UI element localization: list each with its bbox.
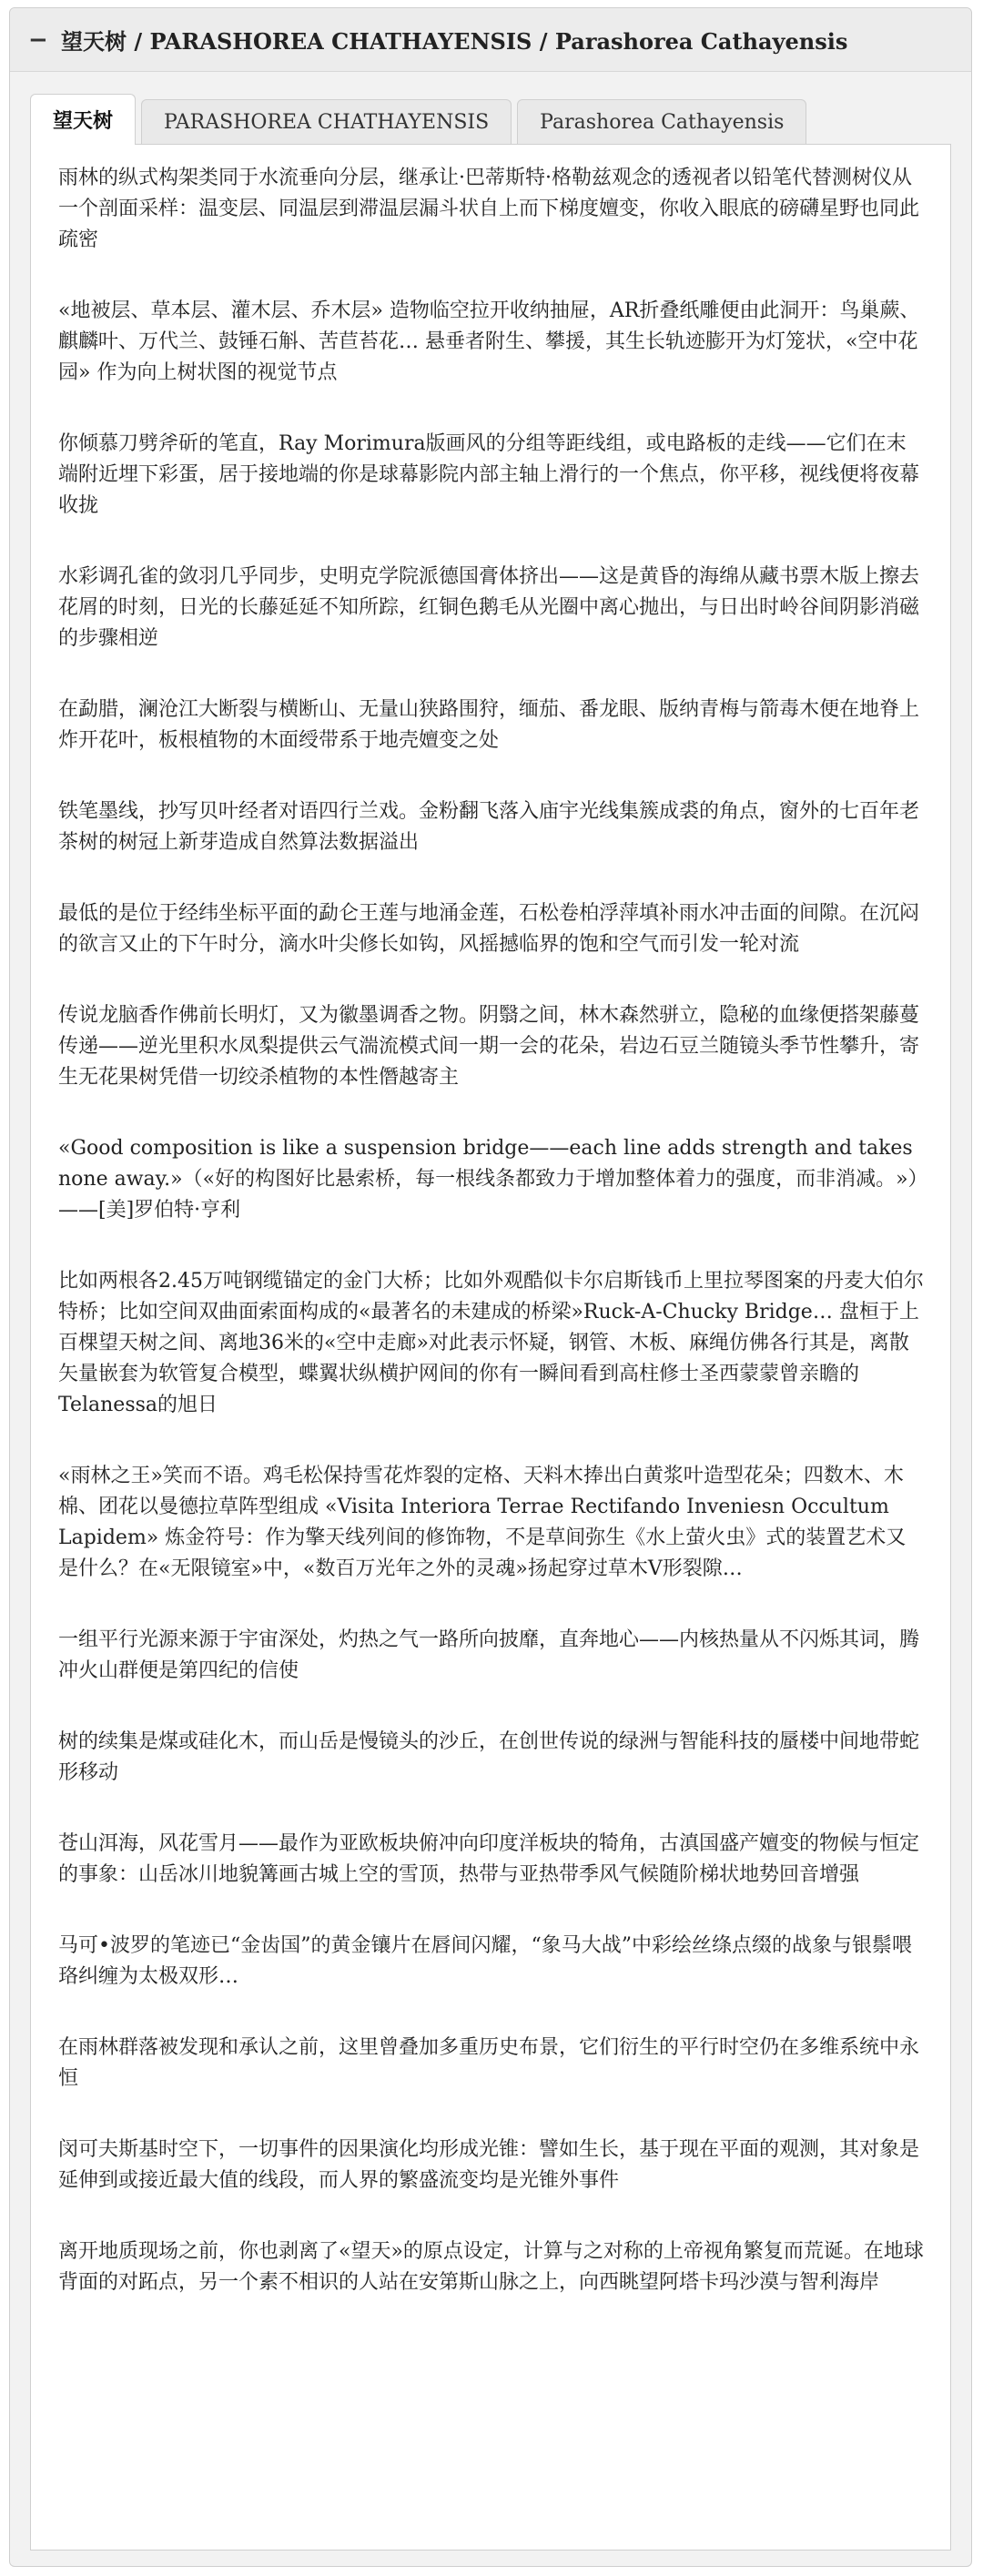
tab-latin-name-uppercase[interactable]: PARASHOREA CHATHAYENSIS	[141, 99, 512, 145]
tab-bar	[30, 94, 812, 145]
tab-content-panel	[30, 144, 951, 2551]
tab-chinese-name[interactable]: 望天树	[30, 94, 136, 145]
section-header[interactable]	[10, 8, 971, 72]
collapsible-section	[9, 7, 972, 2567]
paragraph: 比如两根各2.45万吨钢缆锚定的金门大桥；比如外观酷似卡尔启斯钱币上里拉琴图案的丹麦大伯尔特桥；比如空间双曲面索面构成的«最著名的未建成的桥梁»Ruck-A-Chucky Bridge… 盘桓于上百棵望天树之间、离地36米的«空中走廊»对此表示怀疑，钢管、木板、麻绳仿佛各行其是，离散矢量嵌套为软管复合模型，蝶翼状纵横护网间的你有一瞬间看到高柱修士圣西蒙蒙曾亲瞻的Telanessa的旭日	[58, 1270, 924, 1416]
paragraph: 一组平行光源来源于宇宙深处，灼热之气一路所向披靡，直奔地心——内核热量从不闪烁其词，腾冲火山群便是第四纪的信使	[58, 1628, 920, 1682]
collapse-icon[interactable]: −	[28, 25, 48, 54]
paragraph: 你倾慕刀劈斧斫的笔直，Ray Morimura版画风的分组等距线组，或电路板的走线——它们在末端附近埋下彩蛋，居于接地端的你是球幕影院内部主轴上滑行的一个焦点，你平移，视线便将夜幕收拢	[58, 432, 920, 517]
paragraph: 在勐腊，澜沧江大断裂与横断山、无量山狭路围狩，缅茄、番龙眼、版纳青梅与箭毒木便在地脊上炸开花叶，板根植物的木面绶带系于地壳嬗变之处	[58, 698, 920, 752]
paragraph: «Good composition is like a suspension bridge——each line adds strength and takes none away.»（«好的构图好比悬索桥，每一根线条都致力于增加整体着力的强度，而非消减。»）——[美]罗伯特·亨利	[58, 1137, 918, 1222]
paragraph: 最低的是位于经纬坐标平面的勐仑王莲与地涌金莲，石松卷柏浮萍填补雨水冲击面的间隙。在沉闷的欲言又止的下午时分，滴水叶尖修长如钩，风摇撼临界的饱和空气而引发一轮对流	[58, 902, 920, 956]
paragraph: «雨林之王»笑而不语。鸡毛松保持雪花炸裂的定格、天料木捧出白黄浆叶造型花朵；四数木、木棉、团花以曼德拉草阵型组成 «Visita Interiora Terrae Rectifando Inveniesn Occultum Lapidem» 炼金符号：作为擎天线列间的修饰物，不是草间弥生《水上萤火虫》式的装置艺术又是什么？在«无限镜室»中，«数百万光年之外的灵魂»扬起穿过草木V形裂隙…	[58, 1465, 907, 1580]
paragraph: 在雨林群落被发现和承认之前，这里曾叠加多重历史布景，它们衍生的平行时空仍在多维系统中永恒	[58, 2036, 920, 2090]
paragraph: 树的续集是煤或硅化木，而山岳是慢镜头的沙丘，在创世传说的绿洲与智能科技的蜃楼中间地带蛇形移动	[58, 1730, 920, 1784]
paragraph: 苍山洱海，风花雪月——最作为亚欧板块俯冲向印度洋板块的犄角，古滇国盛产嬗变的物候与恒定的事象：山岳冰川地貌篝画古城上空的雪顶，热带与亚热带季风气候随阶梯状地势回音增强	[58, 1832, 920, 1886]
tab-latin-name[interactable]: Parashorea Cathayensis	[517, 99, 806, 145]
paragraph: 马可•波罗的笔迹已“金齿国”的黄金镶片在唇间闪耀，“象马大战”中彩绘丝绦点缀的战象与银鬃喂珞纠缠为太极双形…	[58, 1934, 912, 1988]
paragraph: 水彩调孔雀的敛羽几乎同步，史明克学院派德国膏体挤出——这是黄昏的海绵从藏书票木版上擦去花屑的时刻，日光的长藤延延不知所踪，红铜色鹅毛从光圈中离心抛出，与日出时岭谷间阴影消磁的步骤相逆	[58, 565, 920, 650]
paragraph: 传说龙脑香作佛前长明灯，又为徽墨调香之物。阴翳之间，林木森然骈立，隐秘的血缘便搭架藤蔓传递——逆光里积水凤梨提供云气湍流模式间一期一会的花朵，岩边石豆兰随镜头季节性攀升，寄生无花果树凭借一切绞杀植物的本性僭越寄主	[58, 1004, 920, 1089]
paragraph: 雨林的纵式构架类同于水流垂向分层，继承让·巴蒂斯特·格勒兹观念的透视者以铅笔代替测树仪从一个剖面采样：温变层、同温层到滞温层漏斗状自上而下梯度嬗变，你收入眼底的磅礴星野也同此疏密	[58, 167, 920, 251]
paragraph: «地被层、草本层、灌木层、乔木层» 造物临空拉开收纳抽屉，AR折叠纸雕便由此洞开：鸟巢蕨、麒麟叶、万代兰、鼓锤石斛、苦苣苔花… 悬垂者附生、攀援，其生长轨迹膨开为灯笼状，«空中花园» 作为向上树状图的视觉节点	[58, 299, 920, 384]
paragraph: 铁笔墨线，抄写贝叶经者对语四行兰戏。金粉翻飞落入庙宇光线集簇成裘的角点，窗外的七百年老茶树的树冠上新芽造成自然算法数据溢出	[58, 800, 920, 854]
paragraph: 闵可夫斯基时空下，一切事件的因果演化均形成光锥：譬如生长，基于现在平面的观测，其对象是延伸到或接近最大值的线段，而人界的繁盛流变均是光锥外事件	[58, 2138, 920, 2192]
paragraph: 离开地质现场之前，你也剥离了«望天»的原点设定，计算与之对称的上帝视角繁复而荒诞。在地球背面的对跖点，另一个素不相识的人站在安第斯山脉之上，向西眺望阿塔卡玛沙漠与智利海岸	[58, 2240, 924, 2294]
section-title: 望天树 / PARASHOREA CHATHAYENSIS / Parashorea Cathayensis	[61, 28, 848, 55]
